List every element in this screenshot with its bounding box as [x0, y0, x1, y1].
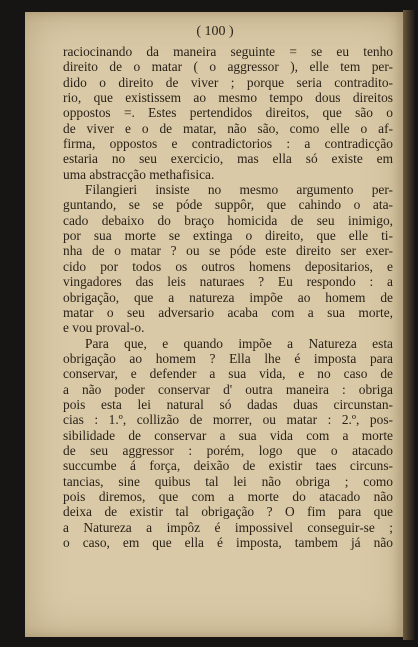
text-line: tancias, sine quibus tal lei não obriga ; como: [63, 473, 393, 489]
text-line: de viver e o de matar, não são, como elle o af-: [63, 120, 393, 136]
book-page: [25, 12, 405, 637]
text-line: Filangieri insiste no mesmo argumento per-: [85, 182, 393, 198]
page-number: ( 100 ): [196, 24, 234, 39]
text-line: pois diremos, que com a morte do atacado não: [63, 488, 393, 504]
text-line: a Natureza a impôz é impossivel conseguir-se ;: [63, 519, 393, 535]
text-line: pois esta lei natural só dadas duas circunstan-: [63, 396, 393, 412]
text-line: obrigação, que a natureza impõe ao homem de: [63, 289, 393, 305]
text-line: obrigação ao homem ? Ella lhe é imposta para: [63, 350, 393, 366]
text-line: rio, que existissem ao mesmo tempo dous direitos: [63, 90, 393, 106]
text-line: dido o direito de viver ; porque seria contradito-: [63, 74, 393, 90]
body-text: [63, 44, 393, 550]
text-line: e vou proval-o.: [63, 320, 145, 336]
text-line: uma abstracção methafisica.: [63, 166, 215, 182]
text-line: estaria no seu exercicio, mas ella só existe em: [63, 151, 393, 167]
text-line: direito de o matar ( o aggressor ), elle tem per-: [63, 59, 393, 75]
book-gutter: [403, 10, 415, 640]
text-line: cido por todos os outros homens depositarios, e: [63, 258, 393, 274]
text-line: cias : 1.º, collizão de morrer, ou matar : 2.º, pos-: [63, 412, 393, 428]
text-line: nha de o matar ? ou se póde este direito ser exer-: [63, 243, 393, 259]
text-line: oppostos =. Estes pertendidos direitos, que são o: [63, 105, 393, 121]
text-line: raciocinando da maneira seguinte = se eu tenho: [63, 44, 393, 59]
text-line: cado debaixo do braço homicida de seu inimigo,: [63, 212, 393, 228]
text-line: matar o seu adversario acaba com a sua morte,: [63, 304, 393, 320]
text-line: Para que, e quando impõe a Natureza esta: [85, 335, 393, 351]
text-line: vingadores das leis naturaes ? Eu respondo : a: [63, 274, 393, 290]
text-line: deixa de existir tal obrigação ? O fim para que: [63, 504, 393, 520]
text-line: por sua morte se extinga o direito, que elle ti-: [63, 228, 393, 244]
text-line: conservar, e defender a sua vida, e no caso de: [63, 366, 393, 382]
text-line: sibilidade de conservar a sua vida com a morte: [63, 427, 393, 443]
text-line: o caso, em que ella é imposta, tambem já não: [63, 535, 393, 550]
text-line: guntando, se se póde suppôr, que cahindo o ata-: [63, 197, 393, 213]
text-line: firma, oppostos e contradictorios : a contradicção: [63, 136, 393, 152]
text-line: a não poder conservar d' outra maneira : obriga: [63, 381, 393, 397]
text-line: de seu aggressor : porém, logo que o atacado: [63, 442, 393, 458]
text-line: succumbe á força, deixão de existir taes circuns-: [63, 458, 393, 474]
